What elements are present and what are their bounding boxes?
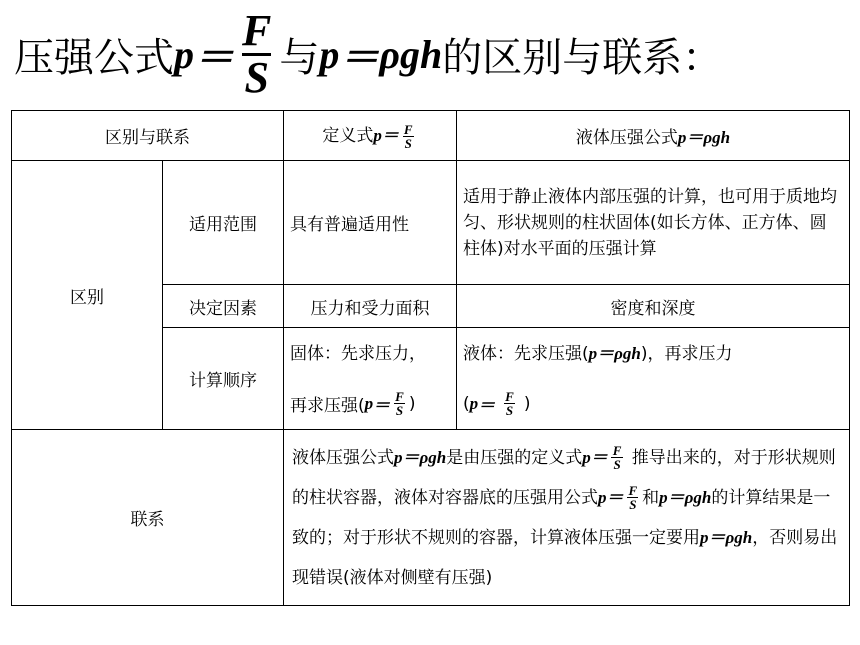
relation-denominator: S: [613, 457, 621, 472]
title-mid: 与: [279, 34, 320, 81]
relation-text-5: 的计算结果是一致的；对于形状不规则的容器，计算液体压强一定要用: [292, 487, 831, 548]
order-definition-cell: [284, 328, 457, 430]
order-liq-open: (: [463, 393, 470, 414]
relation-text-6: ，否则易出现错误(液体对侧壁有压强): [292, 527, 838, 588]
title-p-symbol-2: p: [319, 31, 340, 77]
factors-label-cell: 决定因素: [163, 285, 284, 328]
title-numerator: F: [242, 5, 272, 55]
relation-text-3: 推导出来的，对于形状规则的柱状容器，液体对容器底的压强用公式: [292, 447, 836, 508]
order-def-p-symbol: p: [364, 393, 374, 413]
title-suffix: 的区别与联系：: [442, 34, 723, 81]
order-def-prefix: 再求压强(: [290, 396, 365, 416]
order-liq-p-symbol: p: [469, 393, 479, 413]
relation-row: [12, 430, 850, 606]
relation-fraction: [611, 444, 624, 471]
title-equals: ＝: [194, 34, 234, 80]
order-def-equals: ＝: [373, 396, 391, 415]
order-liq-denominator: S: [505, 403, 514, 418]
relation-p-symbol-2: p: [598, 487, 607, 507]
relation-equals: ＝: [590, 447, 608, 467]
order-def-line1: 固体：先求压力，: [290, 343, 426, 364]
order-liq-fraction: [503, 390, 516, 417]
relation-numerator: F: [612, 443, 622, 458]
order-liq-formula: p＝ρgh: [588, 343, 641, 363]
order-liq-numerator: F: [505, 389, 514, 404]
header-fraction: [402, 123, 415, 150]
difference-label-cell: 区别: [12, 161, 163, 430]
header-liquid-cell: [457, 111, 850, 161]
header-relation-cell: 区别与联系: [12, 111, 284, 161]
header-definition-label: 定义式: [322, 126, 374, 147]
header-p-symbol: p: [373, 126, 382, 146]
header-liquid-formula: p＝ρgh: [677, 128, 731, 147]
title-equals-2: ＝: [339, 34, 380, 80]
relation-equals-2: ＝: [606, 487, 624, 507]
order-liq-equals: ＝: [478, 396, 496, 415]
relation-formula-1: p＝ρgh: [394, 447, 447, 467]
factors-liquid-cell: 密度和深度: [457, 285, 850, 328]
title-rhogh: ρgh: [379, 31, 443, 77]
header-row: [12, 111, 850, 161]
factors-definition-cell: 压力和受力面积: [284, 285, 457, 328]
scope-definition-cell: 具有普遍适用性: [284, 161, 457, 285]
order-liq-line2: [463, 379, 843, 429]
order-liq-close: ): [523, 393, 531, 414]
header-numerator: F: [403, 121, 413, 137]
relation-fraction-2: [627, 484, 640, 511]
page-title: [14, 4, 722, 104]
order-def-fraction: [393, 390, 406, 417]
order-def-line2: [290, 379, 450, 429]
relation-numerator-2: F: [628, 483, 638, 498]
title-prefix: 压强公式: [14, 34, 174, 81]
relation-formula-3: p＝ρgh: [700, 527, 753, 547]
order-liq-suffix: )，再求压力: [640, 343, 733, 364]
header-definition-cell: [284, 111, 457, 161]
relation-denominator-2: S: [629, 497, 637, 512]
title-fraction: [240, 5, 273, 102]
relation-text-1: 液体压强公式: [292, 447, 394, 468]
title-denominator: S: [244, 52, 269, 102]
scope-row: [12, 161, 850, 285]
relation-label-cell: 联系: [12, 430, 284, 606]
comparison-table: [11, 110, 850, 606]
scope-label-cell: 适用范围: [163, 161, 284, 285]
relation-text-2: 是由压强的定义式: [446, 447, 583, 468]
title-p-symbol: p: [174, 31, 194, 77]
order-def-close: ): [408, 393, 416, 414]
relation-formula-2: p＝ρgh: [659, 487, 712, 507]
relation-content-cell: [284, 430, 850, 606]
header-liquid-label: 液体压强公式: [575, 128, 678, 148]
order-liq-prefix: 液体：先求压强(: [463, 343, 589, 364]
order-liq-line1: [463, 329, 843, 379]
relation-text-4: 和: [642, 487, 660, 508]
header-denominator: S: [404, 135, 412, 151]
order-def-denominator: S: [395, 403, 404, 418]
order-def-numerator: F: [395, 389, 404, 404]
order-liquid-cell: [457, 328, 850, 430]
scope-liquid-cell: 适用于静止液体内部压强的计算，也可用于质地均匀、形状规则的柱状固体(如长方体、正方体、圆柱体)对水平面的压强计算: [457, 161, 850, 285]
header-equals: ＝: [381, 126, 399, 146]
relation-p-symbol: p: [582, 447, 591, 467]
order-label-cell: 计算顺序: [163, 328, 284, 430]
